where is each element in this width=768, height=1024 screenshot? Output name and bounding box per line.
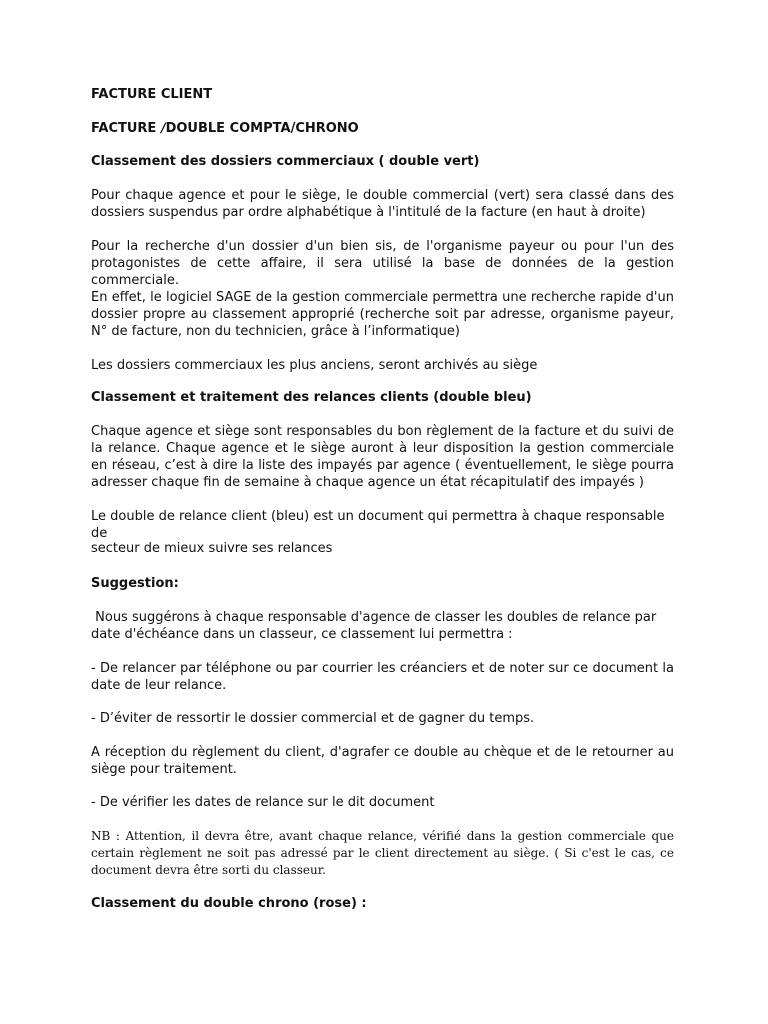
paragraph-nb-attention: NB : Attention, il devra être, avant chaque relance, vérifié dans la gestion commerciale que certain règlement ne soit pas adressé par le client directement au siège. ( Si c'est le cas, ce document devra être sorti du classeur.: [91, 829, 674, 877]
section-heading-double-chrono: Classement du double chrono (rose) :: [91, 896, 367, 911]
paragraph-reception-reglement: A réception du règlement du client, d'agrafer ce double au chèque et de le retourner au siège pour traitement.: [91, 745, 674, 777]
paragraph-logiciel-sage: En effet, le logiciel SAGE de la gestion commerciale permettra une recherche rapide d'un dossier propre au classement approprié (recherche soit par adresse, organisme payeur, N° de facture, non du technicien, grâce à l’informatique): [91, 290, 674, 339]
suggestion-heading: Suggestion:: [91, 576, 179, 591]
paragraph-suggestion: Nous suggérons à chaque responsable d'agence de classer les doubles de relance par date d'échéance dans un classeur, ce classement lui permettra :: [91, 610, 661, 642]
paragraph-classement-vert: Pour chaque agence et pour le siège, le double commercial (vert) sera classé dans des dossiers suspendus par ordre alphabétique à l'intitulé de la facture (en haut à droite): [91, 188, 674, 220]
paragraph-suivi-relances: secteur de mieux suivre ses relances: [91, 541, 333, 556]
section-heading-dossiers-commerciaux: Classement des dossiers commerciaux ( double vert): [91, 154, 480, 169]
paragraph-responsabilite-reglement: Chaque agence et siège sont responsables du bon règlement de la facture et du suivi de la relance. Chaque agence et le siège auront à leur disposition la gestion commerciale en réseau, c’est à dire la liste des impayés par agence ( éventuellement, le siège pourra adresser chaque fin de semaine à chaque agence un état récapitulatif des impayés ): [91, 424, 674, 490]
paragraph-archives: Les dossiers commerciaux les plus anciens, seront archivés au siège: [91, 358, 538, 373]
list-item-eviter: - D’éviter de ressortir le dossier commercial et de gagner du temps.: [91, 711, 535, 726]
paragraph-double-relance: Le double de relance client (bleu) est un document qui permettra à chaque responsable de: [91, 509, 665, 541]
section-heading-relances-clients: Classement et traitement des relances clients (double bleu): [91, 390, 532, 405]
document-title: FACTURE CLIENT: [91, 87, 213, 102]
subtitle-slash: /: [160, 121, 166, 136]
list-item-verifier: - De vérifier les dates de relance sur le dit document: [91, 795, 435, 810]
paragraph-recherche-dossier: Pour la recherche d'un dossier d'un bien sis, de l'organisme payeur ou pour l'un des protagonistes de cette affaire, il sera utilisé la base de données de la gestion commerciale.: [91, 239, 674, 288]
subtitle-right: DOUBLE COMPTA/CHRONO: [165, 121, 359, 136]
document-subtitle: [91, 120, 674, 137]
subtitle-left: FACTURE: [91, 121, 161, 136]
list-item-relancer: - De relancer par téléphone ou par courrier les créanciers et de noter sur ce document la date de leur relance.: [91, 661, 674, 693]
